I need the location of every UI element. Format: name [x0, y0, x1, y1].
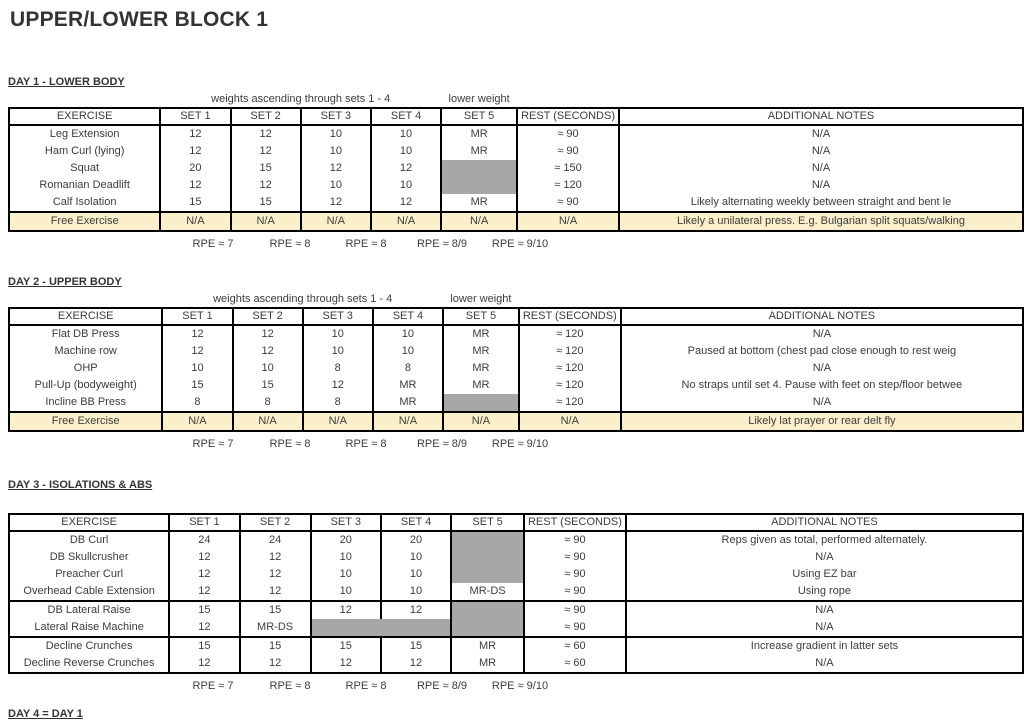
column-header: SET 5 — [443, 308, 519, 325]
table-row — [9, 619, 1023, 637]
notes-cell: N/A — [621, 360, 1023, 377]
set-cell: MR-DS — [451, 583, 524, 601]
notes-cell: N/A — [619, 143, 1023, 160]
set-cell: 10 — [303, 343, 373, 360]
rest-cell: ≈ 90 — [517, 125, 619, 143]
exercise-cell: Preacher Curl — [9, 566, 169, 583]
set-cell: 15 — [169, 637, 239, 655]
exercise-cell: DB Curl — [9, 531, 169, 549]
set-cell: 12 — [371, 160, 441, 177]
rest-cell: ≈ 90 — [524, 601, 626, 619]
set-cell: 12 — [231, 125, 301, 143]
table-row — [9, 143, 1023, 160]
rpe-label: RPE ≈ 7 — [192, 238, 234, 250]
rest-cell: ≈ 120 — [519, 325, 621, 343]
notes-cell: N/A — [619, 160, 1023, 177]
header-row — [9, 108, 1023, 125]
exercise-cell: Machine row — [9, 343, 162, 360]
banner-lower-weight-label: lower weight — [450, 293, 512, 305]
set-cell: 10 — [381, 566, 451, 583]
set-cell: 12 — [371, 194, 441, 212]
set-cell: 24 — [240, 531, 311, 549]
column-header: SET 3 — [303, 308, 373, 325]
table-row — [9, 637, 1023, 655]
rpe-label: RPE ≈ 7 — [192, 680, 234, 692]
set-cell: N/A — [373, 412, 443, 431]
column-header: REST (SECONDS) — [519, 308, 621, 325]
rest-cell: ≈ 90 — [524, 549, 626, 566]
set-cell: 10 — [301, 143, 371, 160]
set-cell: N/A — [301, 212, 371, 231]
set-cell: 12 — [160, 177, 230, 194]
table-row — [9, 177, 1023, 194]
set-cell: 10 — [311, 566, 381, 583]
notes-cell: N/A — [626, 549, 1023, 566]
rest-cell: ≈ 60 — [524, 637, 626, 655]
gray-cell — [451, 531, 524, 549]
notes-cell: Paused at bottom (chest pad close enough to rest weig — [621, 343, 1023, 360]
set-cell: 12 — [240, 549, 311, 566]
set-cell: 15 — [160, 194, 230, 212]
column-header: SET 1 — [160, 108, 230, 125]
column-header: SET 2 — [240, 514, 311, 531]
notes-cell: Likely lat prayer or rear delt fly — [621, 412, 1023, 431]
column-header: EXERCISE — [9, 308, 162, 325]
set-cell: 10 — [381, 549, 451, 566]
table-row — [9, 160, 1023, 177]
rpe-label: RPE ≈ 8 — [269, 438, 311, 450]
rest-cell: ≈ 120 — [519, 360, 621, 377]
notes-cell: N/A — [621, 325, 1023, 343]
set-cell: 15 — [240, 601, 311, 619]
set-cell: 10 — [301, 125, 371, 143]
table-row — [9, 531, 1023, 549]
rest-cell: ≈ 90 — [524, 531, 626, 549]
set-cell: 10 — [303, 325, 373, 343]
column-header: SET 2 — [233, 308, 303, 325]
set-cell: 15 — [311, 637, 381, 655]
notes-cell: Using EZ bar — [626, 566, 1023, 583]
table-row — [9, 601, 1023, 619]
table-row — [9, 325, 1023, 343]
rest-cell: ≈ 90 — [524, 619, 626, 637]
set-cell: N/A — [443, 412, 519, 431]
rest-cell: ≈ 120 — [517, 177, 619, 194]
day-2-label: DAY 2 - UPPER BODY — [8, 276, 122, 288]
set-cell: 20 — [160, 160, 230, 177]
set-cell: 12 — [311, 655, 381, 673]
gray-cell — [451, 601, 524, 619]
table-row — [9, 194, 1023, 212]
set-cell: 12 — [233, 325, 303, 343]
rpe-label: RPE ≈ 8/9 — [416, 680, 468, 692]
set-cell: MR — [451, 655, 524, 673]
set-cell: 15 — [381, 637, 451, 655]
exercise-cell: Lateral Raise Machine — [9, 619, 169, 637]
set-cell: 12 — [381, 655, 451, 673]
rest-cell: ≈ 60 — [524, 655, 626, 673]
set-cell: MR — [441, 125, 517, 143]
set-cell: MR-DS — [240, 619, 311, 637]
set-cell: 12 — [311, 601, 381, 619]
set-cell: 12 — [160, 143, 230, 160]
rpe-label: RPE ≈ 9/10 — [491, 238, 549, 250]
exercise-cell: DB Lateral Raise — [9, 601, 169, 619]
set-cell: 12 — [169, 583, 239, 601]
notes-cell: N/A — [626, 601, 1023, 619]
gray-cell — [451, 566, 524, 583]
exercise-cell: Calf Isolation — [9, 194, 160, 212]
day-2-section — [8, 276, 1024, 452]
rest-cell: ≈ 150 — [517, 160, 619, 177]
set-cell: MR — [441, 143, 517, 160]
set-cell: MR — [451, 637, 524, 655]
set-cell: 10 — [381, 583, 451, 601]
rpe-label: RPE ≈ 8 — [345, 438, 387, 450]
banner-spacer — [9, 292, 162, 308]
column-header: EXERCISE — [9, 108, 160, 125]
exercise-cell: Incline BB Press — [9, 394, 162, 412]
gray-cell — [451, 549, 524, 566]
exercise-cell: Decline Crunches — [9, 637, 169, 655]
exercise-cell: Pull-Up (bodyweight) — [9, 377, 162, 394]
column-header: SET 4 — [381, 514, 451, 531]
set-cell: 24 — [169, 531, 239, 549]
set-cell: N/A — [233, 412, 303, 431]
notes-cell: Likely a unilateral press. E.g. Bulgarian split squats/walking — [619, 212, 1023, 231]
set-cell: MR — [443, 343, 519, 360]
column-header: SET 1 — [162, 308, 232, 325]
notes-cell: No straps until set 4. Pause with feet on step/floor betwee — [621, 377, 1023, 394]
set-cell: MR — [443, 325, 519, 343]
exercise-cell: Leg Extension — [9, 125, 160, 143]
set-cell: N/A — [231, 212, 301, 231]
set-cell: MR — [443, 377, 519, 394]
set-cell: 12 — [240, 583, 311, 601]
set-cell: 12 — [160, 125, 230, 143]
gray-cell — [451, 619, 524, 637]
rest-cell: ≈ 120 — [519, 377, 621, 394]
set-cell: N/A — [371, 212, 441, 231]
set-cell: 10 — [371, 125, 441, 143]
notes-cell: N/A — [626, 655, 1023, 673]
rpe-label: RPE ≈ 8 — [345, 238, 387, 250]
banner-spacer — [619, 92, 1023, 108]
exercise-cell: Ham Curl (lying) — [9, 143, 160, 160]
set-cell: 12 — [240, 655, 311, 673]
set-cell: N/A — [441, 212, 517, 231]
rest-cell: ≈ 120 — [519, 394, 621, 412]
set-cell: 10 — [162, 360, 232, 377]
gray-cell — [441, 160, 517, 177]
table-row — [9, 412, 1023, 431]
table-row — [9, 655, 1023, 673]
set-cell: 8 — [373, 360, 443, 377]
rest-cell: ≈ 120 — [519, 343, 621, 360]
column-header: EXERCISE — [9, 514, 169, 531]
set-cell: 12 — [301, 160, 371, 177]
banner-ascending-label: weights ascending through sets 1 - 4 — [213, 293, 393, 305]
banner-spacer — [9, 92, 160, 108]
column-header: SET 4 — [373, 308, 443, 325]
column-header: SET 5 — [451, 514, 524, 531]
rest-cell: ≈ 90 — [517, 143, 619, 160]
exercise-cell: Free Exercise — [9, 212, 160, 231]
set-cell: 12 — [240, 566, 311, 583]
set-cell: MR — [373, 394, 443, 412]
rpe-label: RPE ≈ 8 — [269, 680, 311, 692]
table-row — [9, 212, 1023, 231]
set-cell: 12 — [169, 549, 239, 566]
notes-cell: Likely alternating weekly between straight and bent le — [619, 194, 1023, 212]
rest-cell: N/A — [517, 212, 619, 231]
set-cell: N/A — [162, 412, 232, 431]
day-1-table — [8, 92, 1024, 232]
rpe-label: RPE ≈ 8 — [269, 238, 311, 250]
table-row — [9, 549, 1023, 566]
notes-cell: N/A — [621, 394, 1023, 412]
column-header: REST (SECONDS) — [517, 108, 619, 125]
column-header: SET 3 — [301, 108, 371, 125]
exercise-cell: OHP — [9, 360, 162, 377]
notes-cell: Using rope — [626, 583, 1023, 601]
rpe-label: RPE ≈ 9/10 — [491, 438, 549, 450]
rpe-label: RPE ≈ 9/10 — [491, 680, 549, 692]
exercise-cell: Overhead Cable Extension — [9, 583, 169, 601]
table-row — [9, 377, 1023, 394]
rest-cell: ≈ 90 — [517, 194, 619, 212]
set-cell: 10 — [233, 360, 303, 377]
set-cell: 12 — [169, 655, 239, 673]
rpe-row — [174, 234, 1024, 252]
set-cell: MR — [443, 360, 519, 377]
column-header: SET 2 — [231, 108, 301, 125]
banner-row — [9, 92, 1023, 108]
set-cell: 8 — [162, 394, 232, 412]
set-cell: 15 — [231, 194, 301, 212]
column-header: ADDITIONAL NOTES — [626, 514, 1023, 531]
rest-cell: ≈ 90 — [524, 566, 626, 583]
set-cell: 12 — [162, 343, 232, 360]
set-cell: MR — [373, 377, 443, 394]
exercise-cell: Flat DB Press — [9, 325, 162, 343]
rest-cell: ≈ 90 — [524, 583, 626, 601]
banner-row — [9, 292, 1023, 308]
rpe-label: RPE ≈ 8/9 — [416, 238, 468, 250]
set-cell: N/A — [303, 412, 373, 431]
set-cell: 15 — [233, 377, 303, 394]
gray-cell — [441, 177, 517, 194]
set-cell: 10 — [311, 583, 381, 601]
column-header: REST (SECONDS) — [524, 514, 626, 531]
table-row — [9, 360, 1023, 377]
set-cell: 12 — [381, 601, 451, 619]
rpe-row — [174, 434, 1024, 452]
set-cell: 12 — [169, 619, 239, 637]
set-cell: 8 — [303, 360, 373, 377]
set-cell: 12 — [169, 566, 239, 583]
column-header: SET 1 — [169, 514, 239, 531]
set-cell: 20 — [381, 531, 451, 549]
rest-cell: N/A — [519, 412, 621, 431]
set-cell: 8 — [303, 394, 373, 412]
notes-cell: N/A — [619, 177, 1023, 194]
day-1-label: DAY 1 - LOWER BODY — [8, 76, 125, 88]
banner-spacer — [621, 292, 1023, 308]
exercise-cell: Free Exercise — [9, 412, 162, 431]
rpe-label: RPE ≈ 8/9 — [416, 438, 468, 450]
exercise-cell: Romanian Deadlift — [9, 177, 160, 194]
day-3-section — [8, 479, 1024, 694]
table-row — [9, 566, 1023, 583]
set-cell: 10 — [373, 343, 443, 360]
set-cell: 15 — [169, 601, 239, 619]
set-cell: 12 — [301, 194, 371, 212]
set-cell: 12 — [233, 343, 303, 360]
rpe-label: RPE ≈ 7 — [192, 438, 234, 450]
day-3-table — [8, 513, 1024, 674]
banner-ascending-label: weights ascending through sets 1 - 4 — [211, 93, 391, 105]
banner-lower-weight-label: lower weight — [448, 93, 510, 105]
set-cell: 10 — [371, 177, 441, 194]
exercise-cell: Decline Reverse Crunches — [9, 655, 169, 673]
exercise-cell: DB Skullcrusher — [9, 549, 169, 566]
notes-cell: N/A — [619, 125, 1023, 143]
set-cell: 15 — [162, 377, 232, 394]
set-cell: MR — [441, 194, 517, 212]
notes-cell: Increase gradient in latter sets — [626, 637, 1023, 655]
table-row — [9, 394, 1023, 412]
set-cell: 12 — [303, 377, 373, 394]
banner-spacer — [519, 292, 621, 308]
set-cell: 12 — [231, 177, 301, 194]
set-cell: 15 — [231, 160, 301, 177]
banner-spacer — [517, 92, 619, 108]
exercise-cell: Squat — [9, 160, 160, 177]
set-cell: 10 — [301, 177, 371, 194]
set-cell: N/A — [160, 212, 230, 231]
notes-cell: N/A — [626, 619, 1023, 637]
column-header: SET 5 — [441, 108, 517, 125]
column-header: ADDITIONAL NOTES — [619, 108, 1023, 125]
set-cell: 8 — [233, 394, 303, 412]
table-row — [9, 343, 1023, 360]
set-cell: 20 — [311, 531, 381, 549]
gray-cell — [443, 394, 519, 412]
set-cell: 12 — [162, 325, 232, 343]
column-header: SET 3 — [311, 514, 381, 531]
rpe-row — [174, 676, 1024, 694]
column-header: SET 4 — [371, 108, 441, 125]
header-row — [9, 308, 1023, 325]
set-cell: 12 — [231, 143, 301, 160]
table-row — [9, 125, 1023, 143]
day-2-table — [8, 292, 1024, 432]
table-row — [9, 583, 1023, 601]
set-cell: 10 — [371, 143, 441, 160]
day-1-section — [8, 76, 1024, 252]
set-cell: 10 — [311, 549, 381, 566]
gray-cell — [311, 619, 452, 637]
column-header: ADDITIONAL NOTES — [621, 308, 1023, 325]
day-4-label: DAY 4 = DAY 1 — [8, 708, 83, 720]
set-cell: 15 — [240, 637, 311, 655]
set-cell: 10 — [373, 325, 443, 343]
notes-cell: Reps given as total, performed alternately. — [626, 531, 1023, 549]
rpe-label: RPE ≈ 8 — [345, 680, 387, 692]
day-3-label: DAY 3 - ISOLATIONS & ABS — [8, 479, 153, 491]
header-row — [9, 514, 1023, 531]
page-title: UPPER/LOWER BLOCK 1 — [10, 8, 269, 31]
